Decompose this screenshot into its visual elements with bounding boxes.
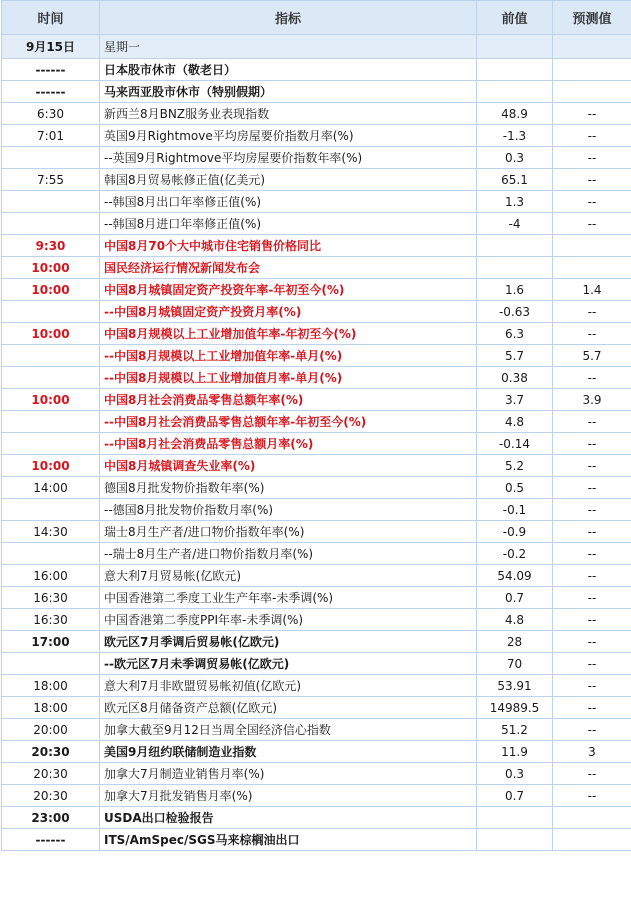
indicator-cell: 中国8月70个大中城市住宅销售价格同比 (100, 235, 477, 257)
indicator-cell: --瑞士8月生产者/进口物价指数月率(%) (100, 543, 477, 565)
time-cell: 14:00 (2, 477, 100, 499)
indicator-cell: 中国8月城镇调查失业率(%) (100, 455, 477, 477)
forecast-cell (553, 81, 631, 103)
forecast-cell: 1.4 (553, 279, 631, 301)
time-cell: ------ (2, 81, 100, 103)
forecast-cell: -- (553, 455, 631, 477)
previous-cell: -0.63 (477, 301, 553, 323)
indicator-cell: 新西兰8月BNZ服务业表现指数 (100, 103, 477, 125)
time-cell (2, 213, 100, 235)
previous-cell: 70 (477, 653, 553, 675)
indicator-cell: 韩国8月贸易帐修正值(亿美元) (100, 169, 477, 191)
table-row (2, 213, 631, 235)
previous-cell (477, 829, 553, 851)
table-row (2, 675, 631, 697)
indicator-cell: 瑞士8月生产者/进口物价指数年率(%) (100, 521, 477, 543)
time-cell: 10:00 (2, 455, 100, 477)
previous-cell: 0.5 (477, 477, 553, 499)
table-row (2, 785, 631, 807)
indicator-cell: 欧元区7月季调后贸易帐(亿欧元) (100, 631, 477, 653)
date-cell: 9月15日 (2, 35, 100, 59)
previous-cell: -4 (477, 213, 553, 235)
table-row (2, 323, 631, 345)
time-cell: 18:00 (2, 675, 100, 697)
forecast-cell: -- (553, 433, 631, 455)
previous-cell: 14989.5 (477, 697, 553, 719)
indicator-cell: 欧元区8月储备资产总额(亿欧元) (100, 697, 477, 719)
previous-cell: 1.6 (477, 279, 553, 301)
indicator-cell: --韩国8月进口年率修正值(%) (100, 213, 477, 235)
time-cell (2, 367, 100, 389)
table-row (2, 609, 631, 631)
forecast-cell (553, 829, 631, 851)
forecast-cell: -- (553, 323, 631, 345)
forecast-cell: 3 (553, 741, 631, 763)
time-cell: 18:00 (2, 697, 100, 719)
table-row (2, 455, 631, 477)
table-row (2, 807, 631, 829)
forecast-cell (553, 235, 631, 257)
forecast-cell: -- (553, 697, 631, 719)
indicator-cell: --中国8月社会消费品零售总额月率(%) (100, 433, 477, 455)
time-cell: 9:30 (2, 235, 100, 257)
indicator-cell: --德国8月批发物价指数月率(%) (100, 499, 477, 521)
previous-cell: 51.2 (477, 719, 553, 741)
previous-cell: -0.2 (477, 543, 553, 565)
forecast-cell: -- (553, 653, 631, 675)
table-row (2, 81, 631, 103)
time-cell: 17:00 (2, 631, 100, 653)
previous-cell: 4.8 (477, 411, 553, 433)
forecast-cell: -- (553, 609, 631, 631)
time-cell: 16:00 (2, 565, 100, 587)
time-cell (2, 191, 100, 213)
header-forecast: 预测值 (553, 1, 631, 35)
forecast-cell: -- (553, 301, 631, 323)
forecast-cell (553, 59, 631, 81)
previous-cell (477, 235, 553, 257)
previous-cell: 4.8 (477, 609, 553, 631)
forecast-cell: -- (553, 587, 631, 609)
table-row (2, 59, 631, 81)
time-cell: 16:30 (2, 587, 100, 609)
empty-cell (553, 35, 631, 59)
time-cell: 6:30 (2, 103, 100, 125)
indicator-cell: 国民经济运行情况新闻发布会 (100, 257, 477, 279)
time-cell: 20:30 (2, 785, 100, 807)
previous-cell (477, 257, 553, 279)
time-cell: 20:30 (2, 763, 100, 785)
forecast-cell: -- (553, 367, 631, 389)
previous-cell: 5.2 (477, 455, 553, 477)
forecast-cell (553, 257, 631, 279)
previous-cell: 0.3 (477, 763, 553, 785)
indicator-cell: --中国8月规模以上工业增加值年率-单月(%) (100, 345, 477, 367)
table-row (2, 279, 631, 301)
previous-cell: -0.1 (477, 499, 553, 521)
time-cell: 10:00 (2, 257, 100, 279)
indicator-cell: USDA出口检验报告 (100, 807, 477, 829)
indicator-cell: 意大利7月贸易帐(亿欧元) (100, 565, 477, 587)
time-cell (2, 499, 100, 521)
previous-cell: 0.7 (477, 785, 553, 807)
forecast-cell: -- (553, 191, 631, 213)
indicator-cell: --中国8月社会消费品零售总额年率-年初至今(%) (100, 411, 477, 433)
previous-cell: 5.7 (477, 345, 553, 367)
time-cell (2, 301, 100, 323)
empty-cell (477, 35, 553, 59)
table-row (2, 257, 631, 279)
indicator-cell: 美国9月纽约联储制造业指数 (100, 741, 477, 763)
forecast-cell: -- (553, 477, 631, 499)
table-row (2, 829, 631, 851)
indicator-cell: --中国8月规模以上工业增加值月率-单月(%) (100, 367, 477, 389)
indicator-cell: --英国9月Rightmove平均房屋要价指数年率(%) (100, 147, 477, 169)
table-row (2, 191, 631, 213)
table-row (2, 411, 631, 433)
header-indicator: 指标 (100, 1, 477, 35)
table-row (2, 565, 631, 587)
forecast-cell: -- (553, 147, 631, 169)
previous-cell: 65.1 (477, 169, 553, 191)
indicator-cell: 日本股市休市（敬老日） (100, 59, 477, 81)
indicator-cell: ITS/AmSpec/SGS马来棕榈油出口 (100, 829, 477, 851)
time-cell (2, 411, 100, 433)
table-row (2, 235, 631, 257)
time-cell: ------ (2, 829, 100, 851)
previous-cell: 28 (477, 631, 553, 653)
time-cell: 10:00 (2, 323, 100, 345)
indicator-cell: 中国8月社会消费品零售总额年率(%) (100, 389, 477, 411)
time-cell: 20:30 (2, 741, 100, 763)
indicator-cell: --欧元区7月未季调贸易帐(亿欧元) (100, 653, 477, 675)
previous-cell: -0.9 (477, 521, 553, 543)
indicator-cell: 中国香港第二季度PPI年率-未季调(%) (100, 609, 477, 631)
forecast-cell: 5.7 (553, 345, 631, 367)
table-row (2, 763, 631, 785)
indicator-cell: 中国香港第二季度工业生产年率-未季调(%) (100, 587, 477, 609)
time-cell: 23:00 (2, 807, 100, 829)
forecast-cell: -- (553, 763, 631, 785)
previous-cell (477, 81, 553, 103)
forecast-cell: -- (553, 521, 631, 543)
previous-cell: 0.3 (477, 147, 553, 169)
table-row (2, 169, 631, 191)
economic-calendar-table (1, 0, 631, 851)
table-row (2, 147, 631, 169)
table-row (2, 741, 631, 763)
previous-cell: -0.14 (477, 433, 553, 455)
previous-cell: 6.3 (477, 323, 553, 345)
table-row (2, 587, 631, 609)
forecast-cell: -- (553, 631, 631, 653)
forecast-cell: -- (553, 125, 631, 147)
table-row (2, 301, 631, 323)
previous-cell: 0.7 (477, 587, 553, 609)
forecast-cell: -- (553, 103, 631, 125)
table-row (2, 543, 631, 565)
forecast-cell: 3.9 (553, 389, 631, 411)
time-cell (2, 653, 100, 675)
table-row (2, 499, 631, 521)
time-cell (2, 543, 100, 565)
table-header-row (2, 1, 631, 35)
indicator-cell: 中国8月城镇固定资产投资年率-年初至今(%) (100, 279, 477, 301)
table-row (2, 125, 631, 147)
indicator-cell: --韩国8月出口年率修正值(%) (100, 191, 477, 213)
header-previous: 前值 (477, 1, 553, 35)
time-cell: 10:00 (2, 279, 100, 301)
indicator-cell: 加拿大7月批发销售月率(%) (100, 785, 477, 807)
previous-cell (477, 807, 553, 829)
time-cell: 7:55 (2, 169, 100, 191)
indicator-cell: 加拿大7月制造业销售月率(%) (100, 763, 477, 785)
table-row (2, 697, 631, 719)
weekday-cell: 星期一 (100, 35, 477, 59)
forecast-cell: -- (553, 565, 631, 587)
forecast-cell: -- (553, 675, 631, 697)
time-cell (2, 433, 100, 455)
indicator-cell: --中国8月城镇固定资产投资月率(%) (100, 301, 477, 323)
forecast-cell: -- (553, 169, 631, 191)
time-cell: 16:30 (2, 609, 100, 631)
forecast-cell: -- (553, 499, 631, 521)
forecast-cell: -- (553, 213, 631, 235)
table-row (2, 433, 631, 455)
table-row (2, 653, 631, 675)
forecast-cell: -- (553, 543, 631, 565)
time-cell: 20:00 (2, 719, 100, 741)
previous-cell: 0.38 (477, 367, 553, 389)
previous-cell: 48.9 (477, 103, 553, 125)
forecast-cell: -- (553, 719, 631, 741)
date-row (2, 35, 631, 59)
header-time: 时间 (2, 1, 100, 35)
table-row (2, 103, 631, 125)
forecast-cell (553, 807, 631, 829)
time-cell: 14:30 (2, 521, 100, 543)
time-cell (2, 147, 100, 169)
table-row (2, 719, 631, 741)
table-row (2, 345, 631, 367)
previous-cell (477, 59, 553, 81)
previous-cell: 11.9 (477, 741, 553, 763)
forecast-cell: -- (553, 785, 631, 807)
time-cell: 7:01 (2, 125, 100, 147)
previous-cell: -1.3 (477, 125, 553, 147)
time-cell (2, 345, 100, 367)
time-cell: 10:00 (2, 389, 100, 411)
table-row (2, 367, 631, 389)
forecast-cell: -- (553, 411, 631, 433)
time-cell: ------ (2, 59, 100, 81)
indicator-cell: 加拿大截至9月12日当周全国经济信心指数 (100, 719, 477, 741)
table-row (2, 631, 631, 653)
table-row (2, 521, 631, 543)
previous-cell: 53.91 (477, 675, 553, 697)
indicator-cell: 意大利7月非欧盟贸易帐初值(亿欧元) (100, 675, 477, 697)
previous-cell: 1.3 (477, 191, 553, 213)
indicator-cell: 马来西亚股市休市（特别假期） (100, 81, 477, 103)
indicator-cell: 德国8月批发物价指数年率(%) (100, 477, 477, 499)
previous-cell: 3.7 (477, 389, 553, 411)
previous-cell: 54.09 (477, 565, 553, 587)
indicator-cell: 中国8月规模以上工业增加值年率-年初至今(%) (100, 323, 477, 345)
indicator-cell: 英国9月Rightmove平均房屋要价指数月率(%) (100, 125, 477, 147)
table-row (2, 477, 631, 499)
table-row (2, 389, 631, 411)
